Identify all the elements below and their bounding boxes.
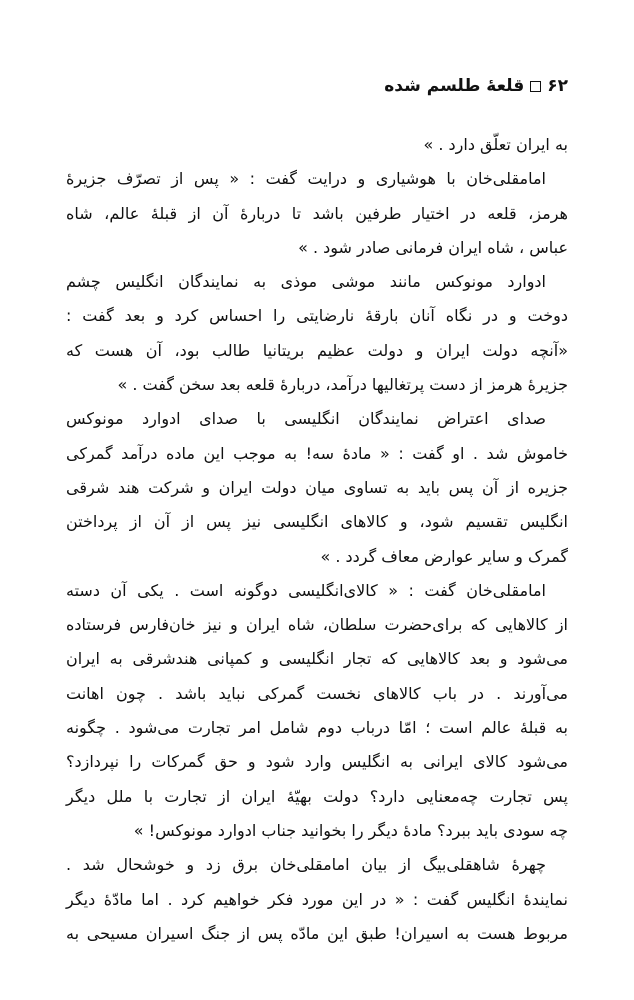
running-title: قلعهٔ طلسم شده	[384, 76, 525, 96]
text-line: دوخت و در نگاه آنان بارقهٔ نارضایتی را احساس کرد و بعد گفت :	[66, 306, 568, 326]
text-line: چه سودی باید ببرد؟ مادهٔ دیگر را بخوانید جناب ادوارد مونوکس! »	[133, 820, 568, 840]
text-line: به قبلهٔ عالم است ؛ امّا درباب دوم شامل امر تجارت می‌شود . چگونه	[66, 718, 568, 738]
text-line: گمرک و سایر عوارض معاف گردد . »	[320, 546, 568, 566]
text-line: به ایران تعلّق دارد . »	[423, 135, 568, 154]
text-line: چهرهٔ شاهقلی‌بیگ از بیان امامقلی‌خان برق زد و خوشحال شد .	[66, 855, 546, 875]
text-line: انگلیس تقسیم شود، و کالاهای انگلیسی نیز پس از آن از پرداختن	[66, 512, 568, 532]
text-line: جزیره از آن پس باید به تساوی میان دولت ایران و شرکت هند شرقی	[66, 477, 568, 497]
text-line: هرمز، قلعه در اختیار طرفین باشد تا دربارهٔ آن از قبلهٔ عالم، شاه	[66, 203, 568, 223]
text-line: «آنچه دولت ایران و دولت عظیم بریتانیا طالب بود، آن هست که	[66, 340, 568, 360]
text-line: از کالاهایی که برای‌حضرت سلطان، شاه ایران و نیز خان‌فارس فرستاده	[66, 615, 568, 635]
text-line: مربوط هست به اسیران! طبق این مادّه پس از جنگ اسیران مسیحی به	[66, 923, 568, 943]
text-line: نمایندهٔ انگلیس گفت : « در این مورد فکر خواهیم کرد . اما مادّهٔ دیگر	[66, 889, 568, 909]
text-line: جزیرهٔ هرمز از دست پرتغالیها درآمد، دربارهٔ قلعه بعد سخن گفت . »	[117, 375, 568, 395]
text-line: عباس ، شاه ایران فرمانی صادر شود . »	[298, 237, 568, 257]
page-number: ۶۲	[547, 76, 568, 96]
text-line: خاموش شد . او گفت : « مادهٔ سه! به موجب این ماده درآمد گمرکی	[66, 443, 568, 463]
text-line: امامقلی‌خان با هوشیاری و درایت گفت : « پس از تصرّف جزیرهٔ	[66, 169, 546, 189]
text-line: می‌شود کالای ایرانی به انگلیس وارد شود و حق گمرکات را نپردازد؟	[66, 752, 568, 772]
page-header	[384, 76, 568, 96]
square-ornament-icon	[530, 81, 541, 92]
text-line: امامقلی‌خان گفت : « کالای‌انگلیسی دوگونه است . یکی آن دسته	[66, 580, 546, 600]
text-line: ادوارد مونوکس مانند موشی موذی به نمایندگان انگلیس چشم	[66, 272, 546, 292]
text-line: می‌شود و بعد کالاهایی که تجار انگلیسی و کمپانی هندشرقی به ایران	[66, 649, 568, 669]
text-line: پس تجارت چه‌معنایی دارد؟ دولت بهیّهٔ ایران از تجارت با ملل دیگر	[66, 786, 568, 806]
text-line: صدای اعتراض نمایندگان انگلیسی با صدای ادوارد مونوکس	[66, 409, 546, 429]
body-text	[66, 128, 568, 951]
text-line: می‌آورند . در باب کالاهای نخست گمرکی نباید باشد . چون اهانت	[66, 683, 568, 703]
